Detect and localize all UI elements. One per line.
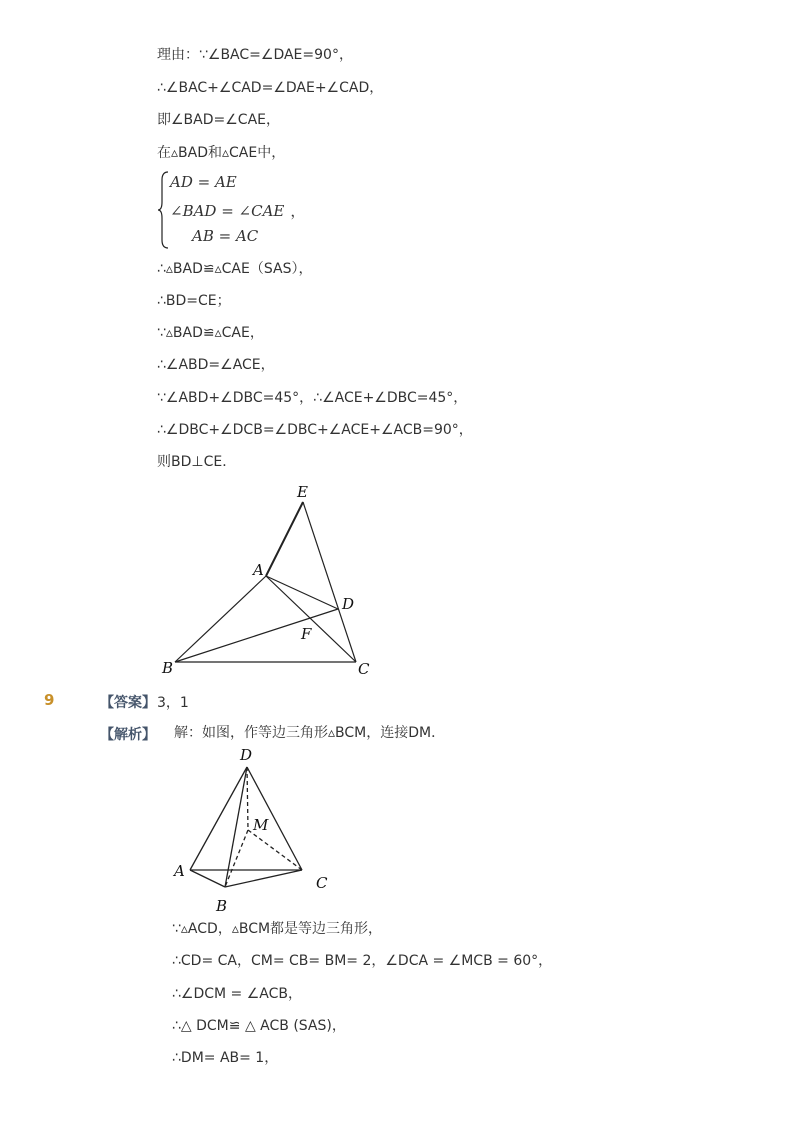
segment-AB — [190, 870, 225, 887]
proof-line: ∵∠ABD+∠DBC=45°，∴∠ACE+∠DBC=45°， — [157, 390, 468, 406]
segment-AC — [266, 576, 356, 662]
analysis-tag: 【解析】 — [100, 727, 156, 743]
analysis-text: 解：如图，作等边三角形▵BCM，连接DM． — [174, 725, 446, 741]
proof-line: 即∠BAD=∠CAE， — [157, 112, 280, 128]
label-B: B — [162, 659, 174, 677]
segment-AE — [266, 502, 303, 576]
label-A: A — [174, 862, 185, 880]
segment-BD — [175, 609, 338, 662]
segment-DM — [247, 767, 248, 830]
label-C: C — [358, 660, 370, 678]
answer-value: 3，1 — [157, 695, 189, 711]
segment-BA — [175, 576, 266, 662]
segment-DB — [225, 767, 247, 887]
label-A: A — [253, 561, 264, 579]
label-D: D — [240, 746, 253, 764]
proof-line: ∴∠DBC+∠DCB=∠DBC+∠ACE+∠ACB=90°， — [157, 422, 473, 438]
solution-line: ∴△ DCM≌ △ ACB (SAS)， — [172, 1018, 346, 1034]
system-row: AB = AC — [192, 227, 259, 245]
answer-tag: 【答案】 — [100, 695, 156, 711]
label-M: M — [253, 816, 269, 834]
segment-MB — [225, 830, 248, 887]
label-F: F — [301, 625, 312, 643]
segment-DA — [190, 767, 247, 870]
system-row: AD = AE — [170, 173, 237, 191]
system-row: ∠BAD = ∠CAE ， — [170, 202, 306, 220]
proof-line: 在▵BAD和▵CAE中， — [157, 145, 286, 161]
left-brace — [158, 170, 170, 250]
label-C: C — [316, 874, 328, 892]
proof-line: 则BD⊥CE． — [157, 454, 237, 470]
segment-EC — [303, 502, 356, 662]
solution-line: ∴∠DCM = ∠ACB， — [172, 986, 302, 1002]
proof-line: ∴∠BAC+∠CAD=∠DAE+∠CAD， — [157, 80, 384, 96]
label-D: D — [342, 595, 355, 613]
segment-AD — [266, 576, 338, 609]
proof-line: ∴▵BAD≌▵CAE（SAS）， — [157, 261, 313, 277]
solution-line: ∴DM= AB= 1， — [172, 1050, 279, 1066]
segment-MC — [248, 830, 302, 870]
equation-system — [158, 170, 318, 250]
proof-line: ∵▵BAD≌▵CAE， — [157, 325, 264, 341]
label-B: B — [216, 897, 228, 915]
solution-line: ∵▵ACD，▵BCM都是等边三角形， — [172, 921, 383, 937]
proof-line: ∴∠ABD=∠ACE， — [157, 357, 275, 373]
solution-line: ∴CD= CA，CM= CB= BM= 2，∠DCA = ∠MCB = 60°， — [172, 953, 553, 969]
segment-BC — [225, 870, 302, 887]
proof-line: ∴BD=CE； — [157, 293, 231, 309]
label-E: E — [297, 483, 308, 501]
question-number: 9 — [44, 691, 55, 709]
proof-line: 理由：∵∠BAC=∠DAE=90°， — [157, 47, 353, 63]
segment-DC — [247, 767, 302, 870]
